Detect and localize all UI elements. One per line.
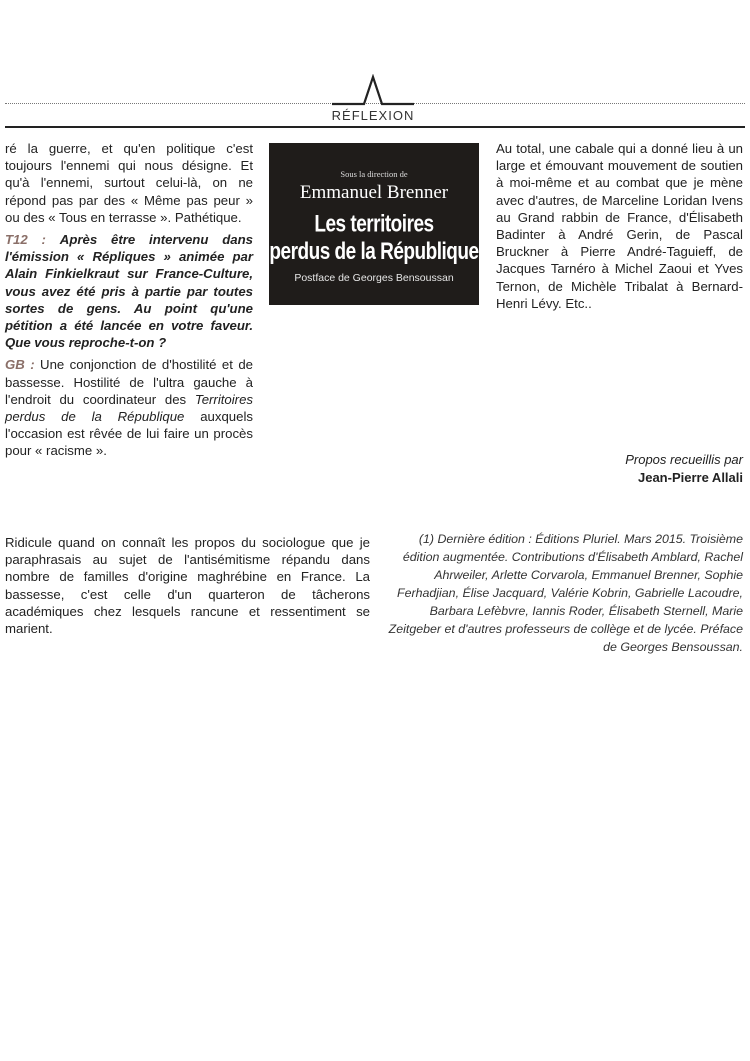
left-paragraph-1: ré la guerre, et qu'en politique c'est toujours l'ennemi qui nous désigne. Et qu'à l'ennemi, surtout celui-là, on ne répond pas par des « Même pas peur » ou des « Tous en terrasse ». Pathétique. — [5, 141, 253, 225]
book-author: Emmanuel Brenner — [299, 182, 449, 203]
section-label: RÉFLEXION — [331, 108, 415, 123]
credit-name: Jean-Pierre Allali — [637, 470, 743, 485]
credit-by: Propos recueillis par — [625, 452, 743, 467]
interview-question — [5, 231, 253, 351]
answer-text-2: auxquels l'occasion est rêvée de lui faire un procès pour « racisme ». — [5, 409, 253, 459]
wide-paragraph: Ridicule quand on connaît les propos du sociologue que je paraphrasais au sujet de l'antisémitisme répandu dans nombre de familles d'origine maghrébine en France. La bassesse, c'est celle d'un quarteron de tâcherons académiques chez lesquels rancune et ressentiment se marient. — [5, 535, 370, 637]
answer-text-1: Une conjonction de d'hostilité et de bassesse. Hostilité de l'ultra gauche à l'endroit du coordinateur des — [5, 357, 253, 407]
interview-answer — [5, 356, 253, 459]
question-text: Après être intervenu dans l'émission « Répliques » animée par Alain Finkielkraut sur France-Culture, vous avez été pris à partie par toutes sortes de gens. Au point qu'une pétition a été lancée en votre faveur. Que vous reproche-t-on ? — [5, 232, 254, 351]
book-direction: Sous la direction de — [340, 169, 408, 179]
header-solid-rule — [5, 126, 745, 128]
book-postface: Postface de Georges Bensoussan — [294, 272, 454, 284]
footnote: (1) Dernière édition : Éditions Pluriel. Mars 2015. Troisième édition augmentée. Contributions d'Élisabeth Amblard, Rachel Ahrweiler, Arlette Corvarola, Emmanuel Brenner, Sophie Ferhadjian, Élise Jacquard, Valérie Kobrin, Gabrielle Lacoudre, Barbara Lefèbvre, Iannis Roder, Élisabeth Sternell, Marie Zeitgeber et d'autres professeurs de collège et de lycée. Préface de Georges Bensoussan. — [388, 532, 743, 655]
book-title-line-1: Les territoires — [314, 211, 434, 238]
answer-label: GB : — [5, 357, 35, 373]
right-paragraph: Au total, une cabale qui a donné lieu à un large et émouvant mouvement de soutien à moi-même et au combat que je mène avec d'autres, de Marceline Loridan Ivens au Grand rabbin de France, d'Élisabeth Badinter à André Gerin, de Pascal Bruckner à Pierre André-Taguieff, de Jacques Tarnéro à Michel Zaoui et Yves Ternon, de Michèle Tribalat à Bernard-Henri Lévy. Etc.. — [496, 141, 743, 311]
book-title — [269, 212, 479, 267]
left-column — [5, 140, 253, 465]
question-label: T12 : — [5, 232, 46, 248]
book-title-line-2: perdus de la République — [269, 239, 479, 266]
header-triangle-ornament — [330, 74, 416, 108]
interview-credit — [625, 451, 743, 487]
book-cover-image — [269, 143, 479, 305]
book-title-italic: Territoires perdus de la République — [5, 391, 253, 425]
